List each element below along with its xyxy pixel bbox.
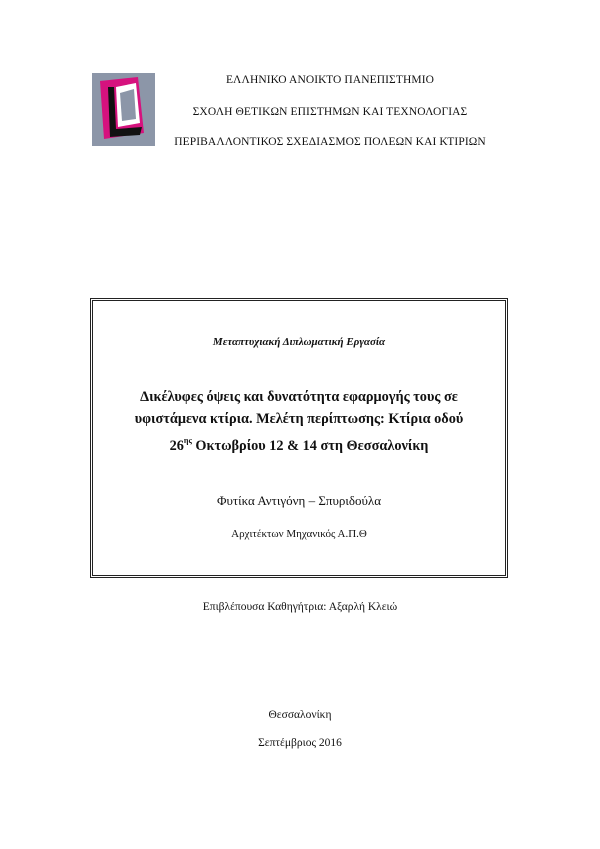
school-name: ΣΧΟΛΗ ΘΕΤΙΚΩΝ ΕΠΙΣΤΗΜΩΝ ΚΑΙ ΤΕΧΝΟΛΟΓΙΑΣ — [192, 106, 468, 118]
author-profession: Αρχιτέκτων Μηχανικός Α.Π.Θ — [231, 528, 367, 540]
thesis-title — [103, 386, 495, 457]
author-name: Φυτίκα Αντιγόνη – Σπυριδούλα — [216, 493, 382, 508]
title-ordinal-suffix: ης — [183, 436, 192, 445]
university-name: ΕΛΛΗΝΙΚΟ ΑΝΟΙΚΤΟ ΠΑΝΕΠΙΣΤΗΜΙΟ — [225, 74, 435, 86]
title-frame — [90, 298, 508, 578]
supervisor: Επιβλέπουσα Καθηγήτρια: Αξαρλή Κλειώ — [202, 601, 398, 613]
thesis-type: Μεταπτυχιακή Διπλωματική Εργασία — [212, 336, 386, 348]
title-line-2: υφιστάμενα κτίρια. Μελέτη περίπτωσης: Κτίρια οδού — [134, 411, 464, 427]
title-number: 26 — [169, 438, 184, 454]
program-name: ΠΕΡΙΒΑΛΛΟΝΤΙΚΟΣ ΣΧΕΔΙΑΣΜΟΣ ΠΟΛΕΩΝ ΚΑΙ ΚΤΙΡΙΩΝ — [174, 136, 486, 148]
city: Θεσσαλονίκη — [268, 709, 332, 721]
date: Σεπτέμβριος 2016 — [258, 737, 342, 749]
title-line-1: Δικέλυφες όψεις και δυνατότητα εφαρμογής τους σε — [140, 389, 458, 405]
title-line-3-text: Οκτωβρίου 12 & 14 στη Θεσσαλονίκη — [191, 438, 429, 454]
title-line-3 — [103, 430, 495, 457]
